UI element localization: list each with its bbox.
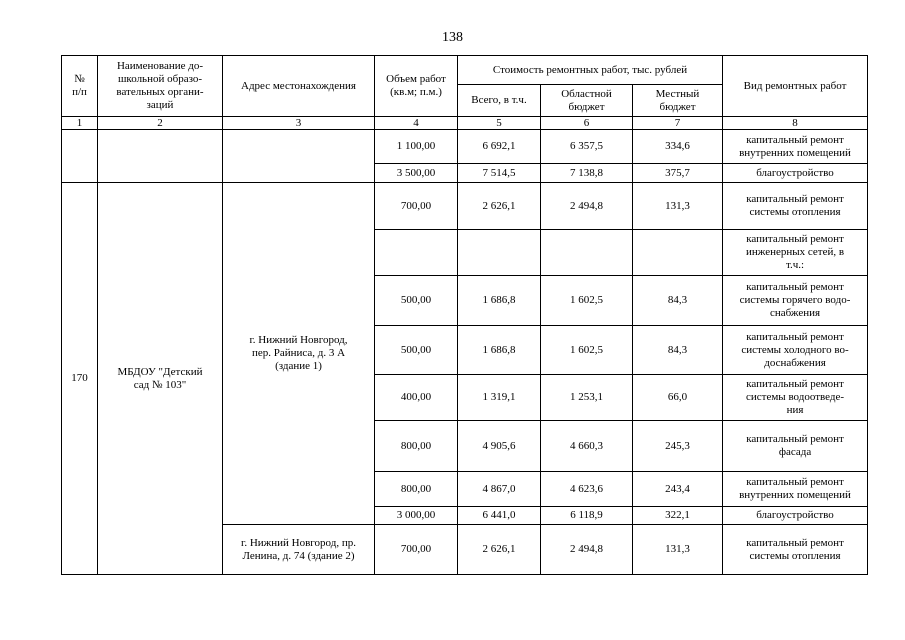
type-cell: капитальный ремонт инженерных сетей, в т.ч.: <box>723 230 868 276</box>
address-building-1: г. Нижний Новгород, пер. Райниса, д. 3 А (здание 1) <box>223 183 375 525</box>
regional-cell: 4 660,3 <box>541 421 633 472</box>
regional-cell: 4 623,6 <box>541 472 633 507</box>
volume-cell: 700,00 <box>375 183 458 230</box>
total-cell: 1 686,8 <box>458 276 541 326</box>
total-cell <box>458 230 541 276</box>
total-cell: 1 319,1 <box>458 375 541 421</box>
regional-cell: 7 138,8 <box>541 164 633 183</box>
header-cost-group: Стоимость ремонтных работ, тыс. рублей <box>458 56 723 85</box>
regional-cell: 6 118,9 <box>541 507 633 525</box>
column-number: 8 <box>723 117 868 130</box>
regional-cell: 2 494,8 <box>541 525 633 575</box>
type-cell: капитальный ремонт внутренних помещений <box>723 130 868 164</box>
header-volume: Объем работ (кв.м; п.м.) <box>375 56 458 117</box>
volume-cell: 700,00 <box>375 525 458 575</box>
regional-cell: 1 253,1 <box>541 375 633 421</box>
header-total: Всего, в т.ч. <box>458 85 541 117</box>
header-name: Наименование до- школьной образо- вательных органи- заций <box>98 56 223 117</box>
local-cell: 84,3 <box>633 276 723 326</box>
total-cell: 1 686,8 <box>458 326 541 375</box>
regional-cell <box>541 230 633 276</box>
type-cell: капитальный ремонт фасада <box>723 421 868 472</box>
type-cell: капитальный ремонт системы холодного во- доснабжения <box>723 326 868 375</box>
column-number: 7 <box>633 117 723 130</box>
volume-cell: 3 000,00 <box>375 507 458 525</box>
total-cell: 4 867,0 <box>458 472 541 507</box>
type-cell: капитальный ремонт системы отопления <box>723 525 868 575</box>
local-cell: 322,1 <box>633 507 723 525</box>
organization-name: МБДОУ "Детский сад № 103" <box>98 183 223 575</box>
header-regional: Областной бюджет <box>541 85 633 117</box>
local-cell: 131,3 <box>633 183 723 230</box>
volume-cell: 500,00 <box>375 276 458 326</box>
local-cell: 84,3 <box>633 326 723 375</box>
header-local: Местный бюджет <box>633 85 723 117</box>
regional-cell: 1 602,5 <box>541 276 633 326</box>
page-number: 138 <box>442 30 463 45</box>
local-cell: 66,0 <box>633 375 723 421</box>
header-num: № п/п <box>62 56 98 117</box>
local-cell <box>633 230 723 276</box>
volume-cell: 800,00 <box>375 421 458 472</box>
local-cell: 334,6 <box>633 130 723 164</box>
column-number: 6 <box>541 117 633 130</box>
total-cell: 2 626,1 <box>458 525 541 575</box>
volume-cell: 1 100,00 <box>375 130 458 164</box>
column-number-row <box>62 117 868 130</box>
total-cell: 7 514,5 <box>458 164 541 183</box>
volume-cell: 800,00 <box>375 472 458 507</box>
header-type: Вид ремонтных работ <box>723 56 868 117</box>
entry-number: 170 <box>62 183 98 575</box>
table-row <box>62 183 868 230</box>
local-cell: 245,3 <box>633 421 723 472</box>
regional-cell: 6 357,5 <box>541 130 633 164</box>
column-number: 3 <box>223 117 375 130</box>
type-cell: капитальный ремонт системы горячего водо- снабжения <box>723 276 868 326</box>
name-cell <box>98 130 223 183</box>
type-cell: капитальный ремонт системы водоотведе- ния <box>723 375 868 421</box>
column-number: 1 <box>62 117 98 130</box>
total-cell: 4 905,6 <box>458 421 541 472</box>
volume-cell: 3 500,00 <box>375 164 458 183</box>
address-building-2: г. Нижний Новгород, пр. Ленина, д. 74 (здание 2) <box>223 525 375 575</box>
table-row <box>62 130 868 164</box>
volume-cell: 500,00 <box>375 326 458 375</box>
local-cell: 131,3 <box>633 525 723 575</box>
type-cell: капитальный ремонт системы отопления <box>723 183 868 230</box>
volume-cell <box>375 230 458 276</box>
type-cell: капитальный ремонт внутренних помещений <box>723 472 868 507</box>
header-address: Адрес местонахождения <box>223 56 375 117</box>
column-number: 2 <box>98 117 223 130</box>
total-cell: 6 692,1 <box>458 130 541 164</box>
total-cell: 2 626,1 <box>458 183 541 230</box>
type-cell: благоустройство <box>723 164 868 183</box>
local-cell: 243,4 <box>633 472 723 507</box>
address-cell <box>223 130 375 183</box>
total-cell: 6 441,0 <box>458 507 541 525</box>
regional-cell: 1 602,5 <box>541 326 633 375</box>
num-cell <box>62 130 98 183</box>
repair-works-table <box>61 55 868 575</box>
type-cell: благоустройство <box>723 507 868 525</box>
column-number: 4 <box>375 117 458 130</box>
local-cell: 375,7 <box>633 164 723 183</box>
column-number: 5 <box>458 117 541 130</box>
volume-cell: 400,00 <box>375 375 458 421</box>
regional-cell: 2 494,8 <box>541 183 633 230</box>
